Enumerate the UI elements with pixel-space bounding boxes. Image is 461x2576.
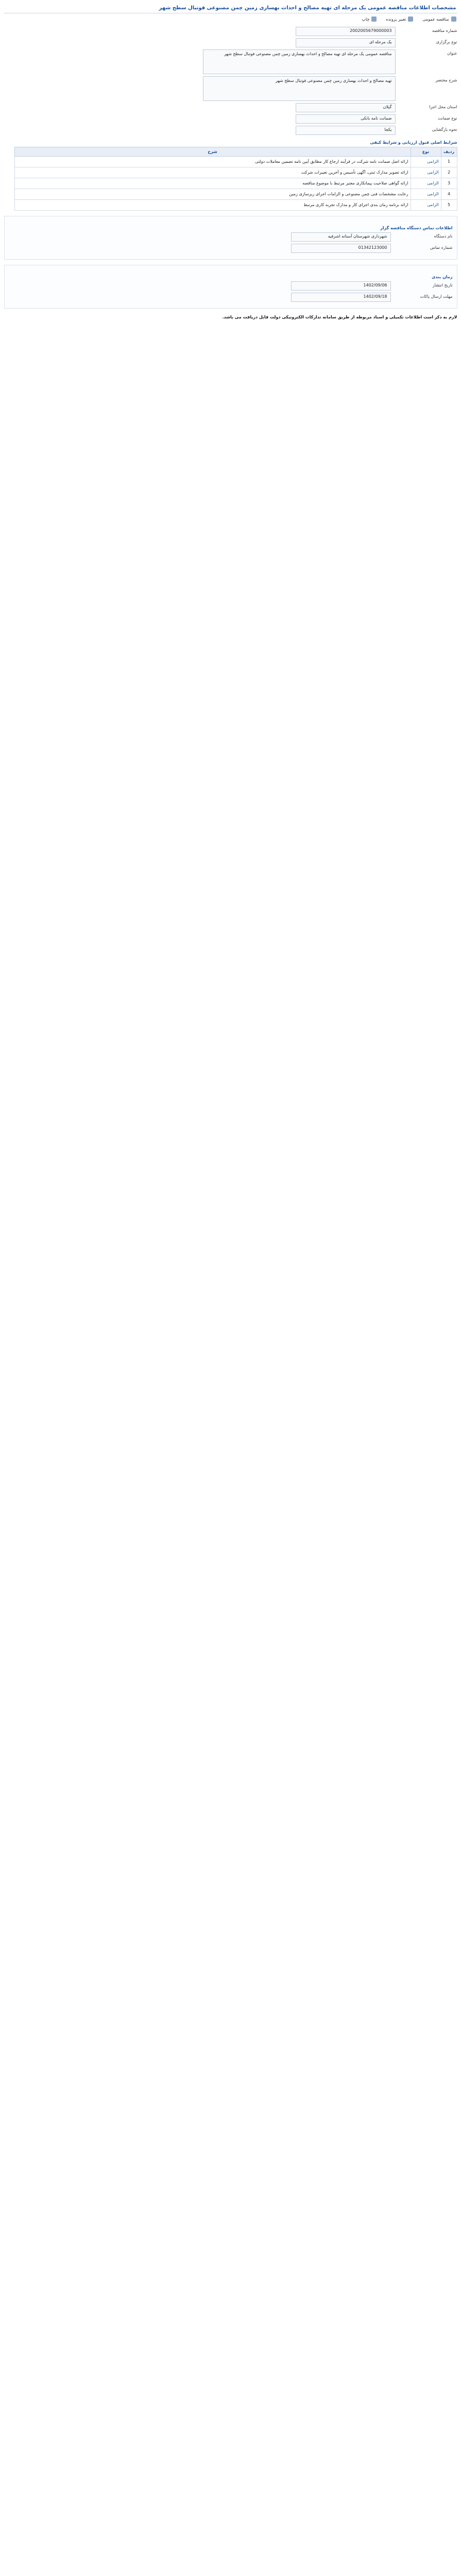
table-row: [14, 167, 457, 178]
dates-box: [4, 265, 457, 309]
meta-row: [4, 49, 457, 74]
meta-row: [4, 114, 457, 124]
row-type: الزامی: [411, 157, 441, 167]
page-container: [4, 3, 457, 320]
row-index: 3: [441, 178, 457, 189]
meta-value: یکجا: [296, 126, 396, 135]
row-index: 1: [441, 157, 457, 167]
meta-row: [4, 103, 457, 112]
row-index: 5: [441, 200, 457, 211]
dates-heading: زمان بندی: [432, 275, 453, 279]
date-row: [9, 281, 453, 291]
contact-value: شهرداری شهرستان آستانه اشرفیه: [291, 232, 391, 242]
table-header-desc: شرح: [14, 147, 411, 157]
row-description: ارائه برنامه زمان بندی اجرای کار و مدارک تجربه کاری مرتبط: [14, 200, 411, 211]
meta-label: نحوه بازگشایی: [432, 127, 457, 132]
document-icon: [451, 16, 456, 22]
table-row: [14, 189, 457, 200]
meta-label: عنوان: [447, 51, 457, 56]
row-type: الزامی: [411, 167, 441, 178]
table-row: [14, 157, 457, 167]
meta-row: [4, 27, 457, 36]
date-row: [9, 293, 453, 302]
meta-label: نوع برگزاری: [436, 40, 457, 44]
toolbar: [4, 13, 457, 25]
row-index: 4: [441, 189, 457, 200]
contact-label: نام دستگاه: [434, 234, 453, 239]
contact-row: [9, 232, 453, 242]
notice-text: لازم به ذکر است اطلاعات تکمیلی و اسناد مربوطه از طریق سامانه تدارکات الکترونیکی دولت قابل دریافت می باشد.: [222, 315, 457, 319]
meta-row: [4, 126, 457, 135]
date-items: [9, 281, 453, 302]
meta-value: یک مرحله ای: [296, 38, 396, 47]
requirements-table: [14, 147, 457, 211]
meta-value: مناقصه عمومی یک مرحله ای تهیه مصالح و احداث بهسازی زمین چمن مصنوعی فوتبال سطح شهر: [203, 49, 396, 74]
date-value: 1402/09/06: [291, 281, 391, 291]
row-type: الزامی: [411, 189, 441, 200]
row-description: ارائه اصل ضمانت نامه شرکت در فرآیند ارجاع کار مطابق آیین نامه تضمین معاملات دولتی: [14, 157, 411, 167]
print-icon: [371, 16, 377, 22]
meta-row: [4, 38, 457, 47]
meta-label: شرح مختصر: [435, 78, 457, 82]
row-type: الزامی: [411, 200, 441, 211]
meta-value: 2002005679000003: [296, 27, 396, 36]
row-description: ارائه گواهی صلاحیت پیمانکاری معتبر مرتبط با موضوع مناقصه: [14, 178, 411, 189]
meta-value: گیلان: [296, 103, 396, 112]
contact-heading: اطلاعات تماس دستگاه مناقصه گزار: [380, 226, 453, 230]
table-row: [14, 200, 457, 211]
contact-items: [9, 232, 453, 253]
date-label: تاریخ انتشار: [432, 283, 453, 287]
meta-section: [4, 27, 457, 135]
table-header-type: نوع: [411, 147, 441, 157]
meta-value: تهیه مصالح و احداث بهسازی زمین چمن مصنوعی فوتبال سطح شهر: [203, 76, 396, 101]
meta-label: نوع ضمانت: [437, 116, 457, 121]
toolbar-item-3[interactable]: چاپ: [362, 16, 377, 22]
date-label: مهلت ارسال پاکات: [420, 294, 453, 299]
toolbar-item-2[interactable]: تغییر پرونده: [386, 16, 413, 22]
meta-label: شماره مناقصه: [432, 28, 457, 33]
row-index: 2: [441, 167, 457, 178]
table-row: [14, 178, 457, 189]
row-description: رعایت مشخصات فنی چمن مصنوعی و الزامات اجرای زیرسازی زمین: [14, 189, 411, 200]
table-body: [14, 157, 457, 211]
toolbar-item-1[interactable]: مناقصه عمومی: [422, 16, 456, 22]
table-section-title: شرایط اصلی قبول ارزیابی و شرایط کیفی: [370, 140, 457, 145]
meta-label: استان محل اجرا: [429, 105, 457, 109]
page-title: مشخصات اطلاعات مناقصه عمومی یک مرحله ای تهیه مصالح و احداث بهسازی زمین چمن مصنوعی فوتبال سطح شهر: [4, 3, 457, 13]
contact-label: شماره تماس: [430, 245, 453, 250]
contact-row: [9, 244, 453, 253]
edit-icon: [408, 16, 413, 22]
contact-box: [4, 216, 457, 260]
contact-value: 01342123000: [291, 244, 391, 253]
row-type: الزامی: [411, 178, 441, 189]
row-description: ارائه تصویر مدارک ثبتی، آگهی تأسیس و آخرین تغییرات شرکت: [14, 167, 411, 178]
meta-row: [4, 76, 457, 101]
table-header-index: ردیف: [441, 147, 457, 157]
meta-value: ضمانت نامه بانکی: [296, 114, 396, 124]
date-value: 1402/09/18: [291, 293, 391, 302]
